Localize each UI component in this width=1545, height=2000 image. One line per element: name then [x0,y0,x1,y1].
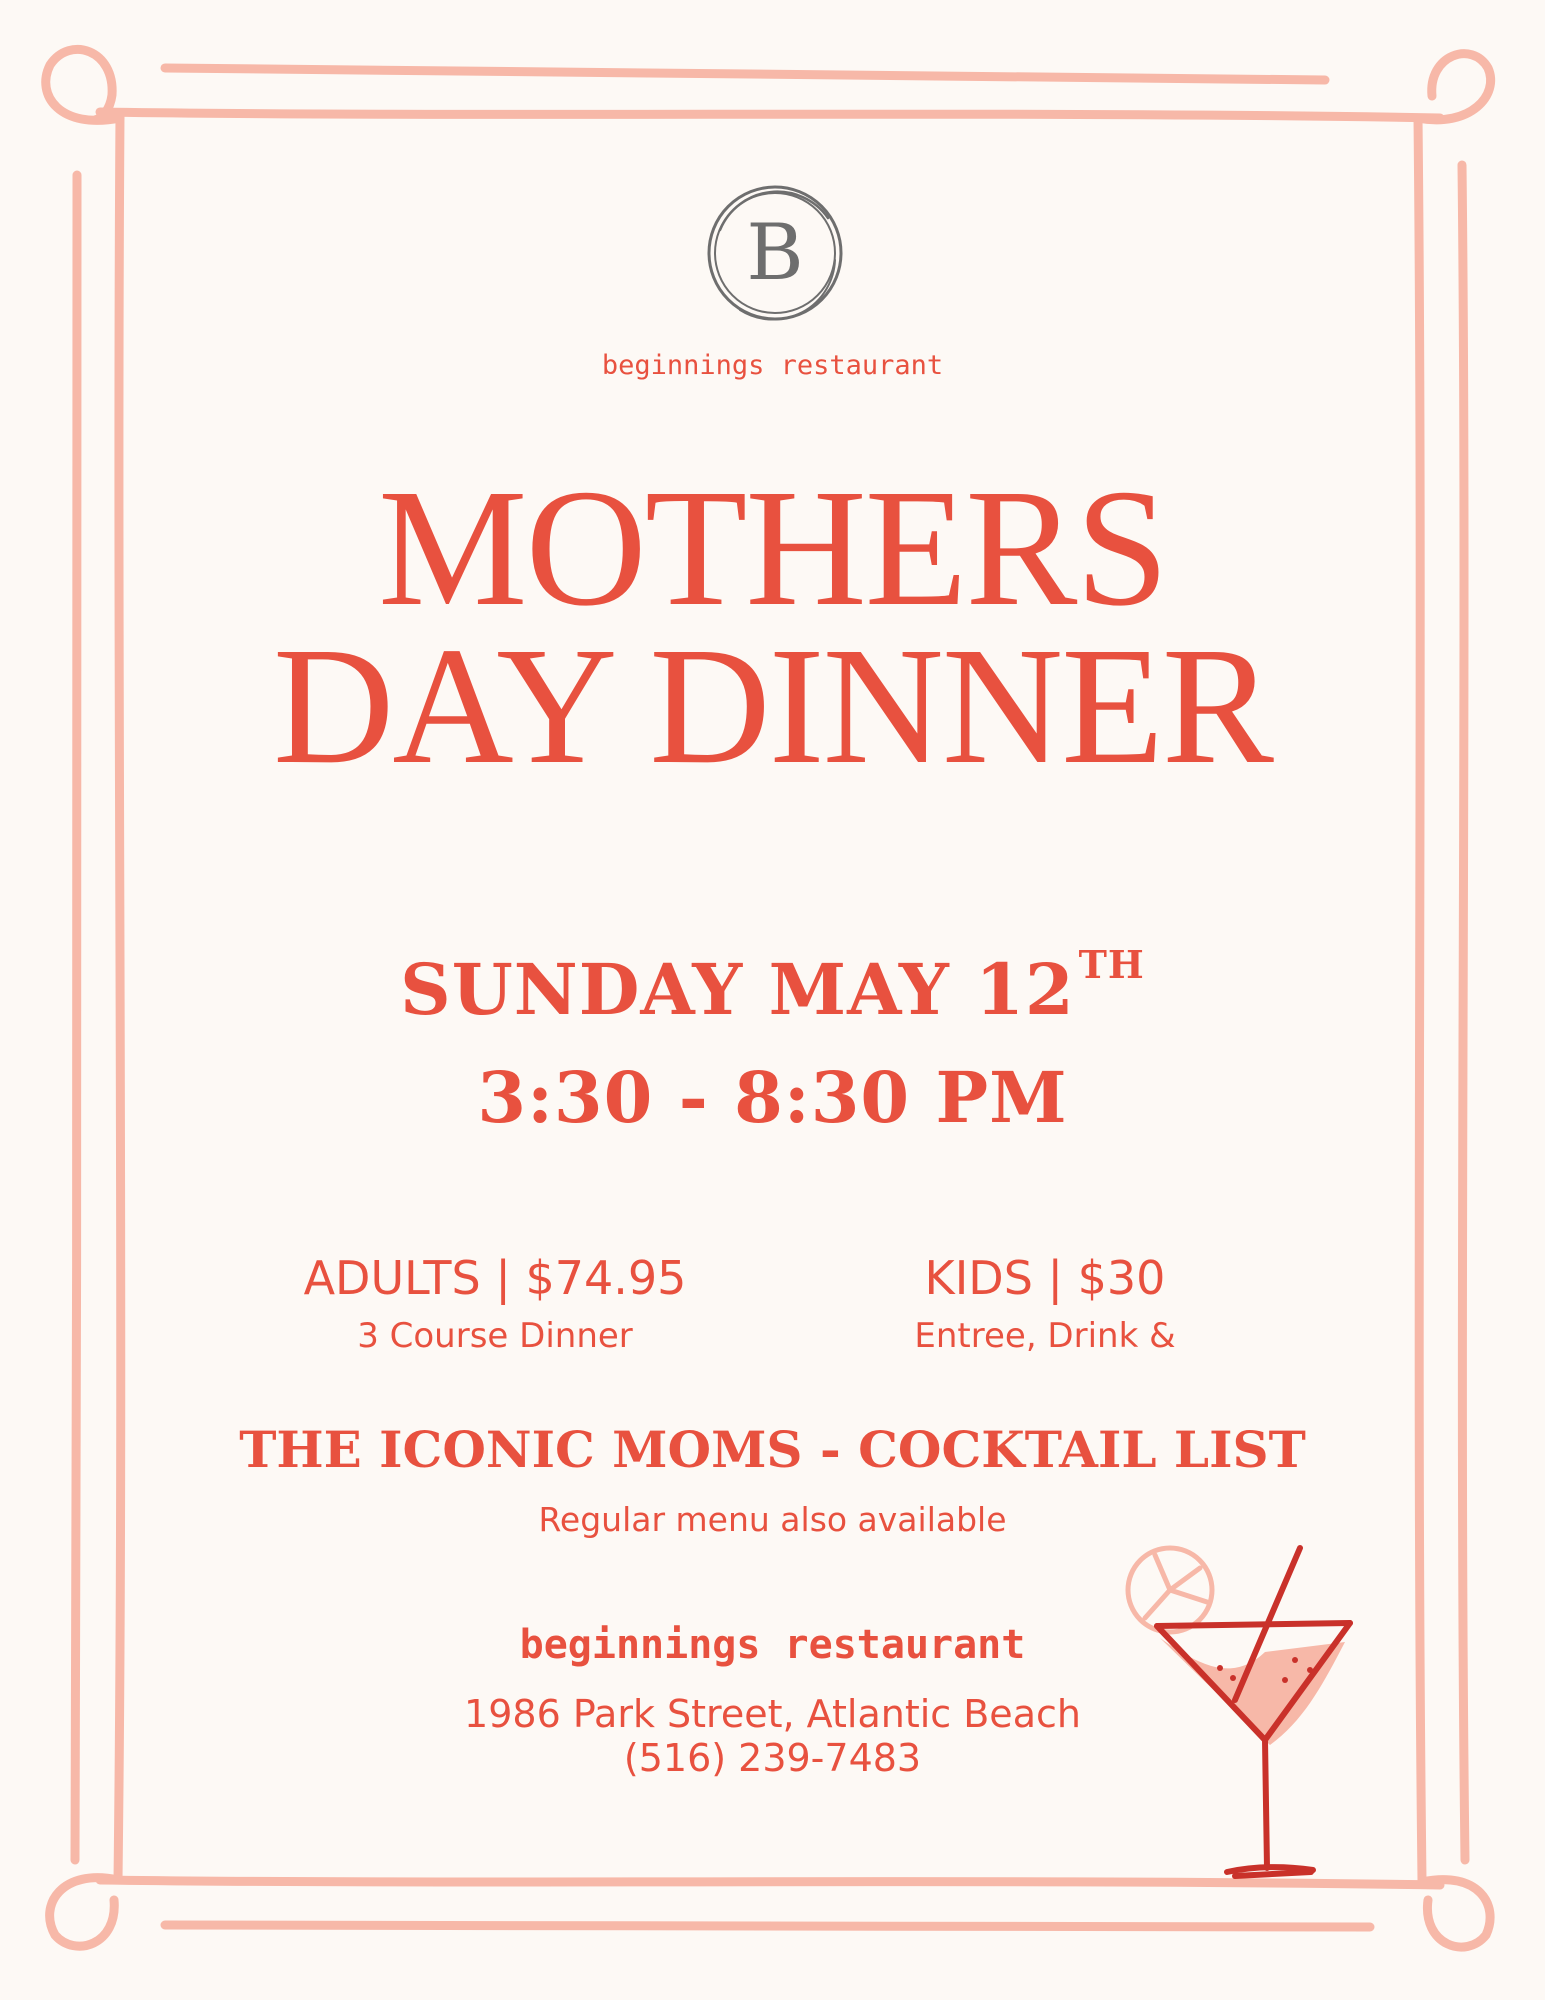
title-line-2: DAY DINNER [273,613,1272,799]
event-date-text: SUNDAY MAY 12 [400,948,1075,1031]
cocktail-glass-icon [1115,1530,1365,1890]
adults-detail: 3 Course Dinner [357,1316,633,1356]
adults-pricing [245,1251,745,1356]
adults-price: ADULTS | $74.95 [303,1251,687,1305]
logo-letter: B [746,208,804,298]
kids-detail: Entree, Drink & [914,1316,1176,1356]
logo [700,178,850,328]
kids-pricing [845,1251,1245,1356]
event-time: 3:30 - 8:30 PM [477,1056,1068,1139]
cocktail-list-heading: THE ICONIC MOMS - COCKTAIL LIST [239,1420,1306,1479]
title-line-1: MOTHERS [378,455,1167,641]
menu-note: Regular menu also available [538,1500,1007,1539]
event-date [0,941,1545,1031]
phone-number: (516) 239-7483 [623,1735,922,1780]
brand-name-top: beginnings restaurant [601,350,944,381]
street-address: 1986 Park Street, Atlantic Beach [464,1692,1081,1736]
event-date-suffix: TH [1078,941,1145,987]
kids-price: KIDS | $30 [924,1251,1166,1305]
brand-name-bottom: beginnings restaurant [519,1622,1026,1668]
